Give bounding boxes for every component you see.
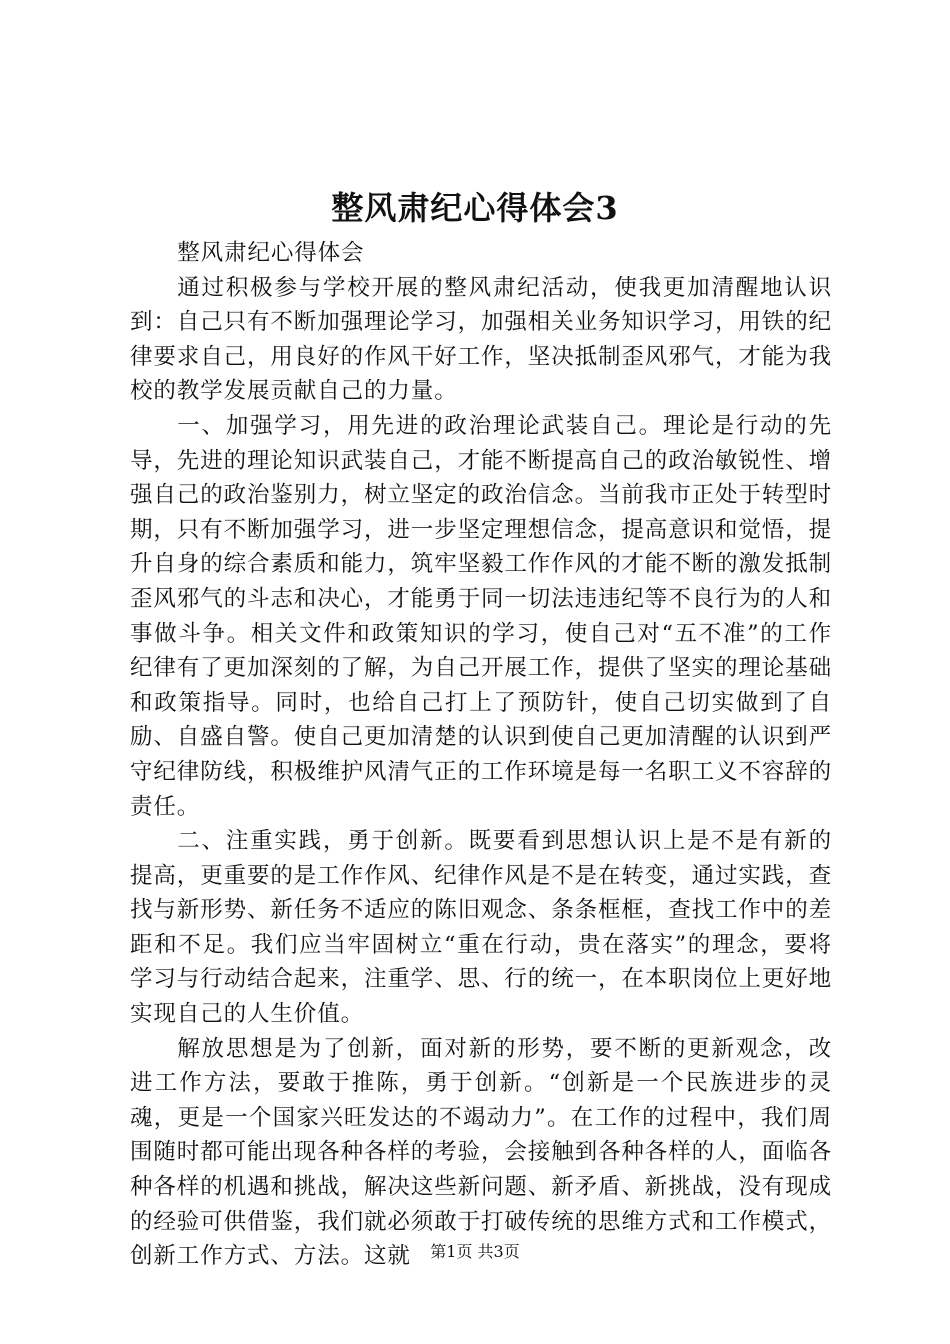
intro-paragraph: 通过积极参与学校开展的整风肃纪活动，使我更加清醒地认识到：自己只有不断加强理论学习，加强相关业务知识学习，用铁的纪律要求自己，用良好的作风干好工作，坚决抵制歪风邪气，才能为我校的教学发展贡献自己的力量。 <box>130 274 833 405</box>
document-body <box>130 236 832 1274</box>
section-one-paragraph: 一、加强学习，用先进的政治理论武装自己。理论是行动的先导，先进的理论知识武装自己，才能不断提高自己的政治敏锐性、增强自己的政治鉴别力，树立坚定的政治信念。当前我市正处于转型时期，只有不断加强学习，进一步坚定理想信念，提高意识和觉悟，提升自身的综合素质和能力，筑牢坚毅工作作风的才能不断的激发抵制歪风邪气的斗志和决心，才能勇于同一切法违违纪等不良行为的人和事做斗争。相关文件和政策知识的学习，使自己对“五不准”的工作纪律有了更加深刻的了解，为自己开展工作，提供了坚实的理论基础和政策指导。同时，也给自己打上了预防针，使自己切实做到了自励、自盛自警。使自己更加清楚的认识到使自己更加清醒的认识到严守纪律防线，积极维护风清气正的工作环境是每一名职工义不容辞的责任。 <box>130 412 833 820</box>
page-number-footer: 第1页 共3页 <box>430 1242 520 1261</box>
document-title: 整风肃纪心得体会3 <box>331 189 619 227</box>
section-two-paragraph: 二、注重实践，勇于创新。既要看到思想认识上是不是有新的提高，更重要的是工作作风、纪律作风是不是在转变，通过实践，查找与新形势、新任务不适应的陈旧观念、条条框框，查找工作中的差距和不足。我们应当牢固树立“重在行动，贵在落实”的理念，要将学习与行动结合起来，注重学、思、行的统一，在本职岗位上更好地实现自己的人生价值。 <box>130 828 833 1028</box>
innovation-paragraph: 解放思想是为了创新，面对新的形势，要不断的更新观念，改进工作方法，要敢于推陈，勇于创新。“创新是一个民族进步的灵魂，更是一个国家兴旺发达的不竭动力”。在工作的过程中，我们周围随时都可能出现各种各样的考验，会接触到各种各样的人，面临各种各样的机遇和挑战，解决这些新问题、新矛盾、新挑战，没有现成的经验可供借鉴，我们就必须敢于打破传统的思维方式和工作模式，创新工作方式、方法。这就 <box>130 1035 833 1270</box>
subtitle-paragraph: 整风肃纪心得体会 <box>177 240 365 266</box>
